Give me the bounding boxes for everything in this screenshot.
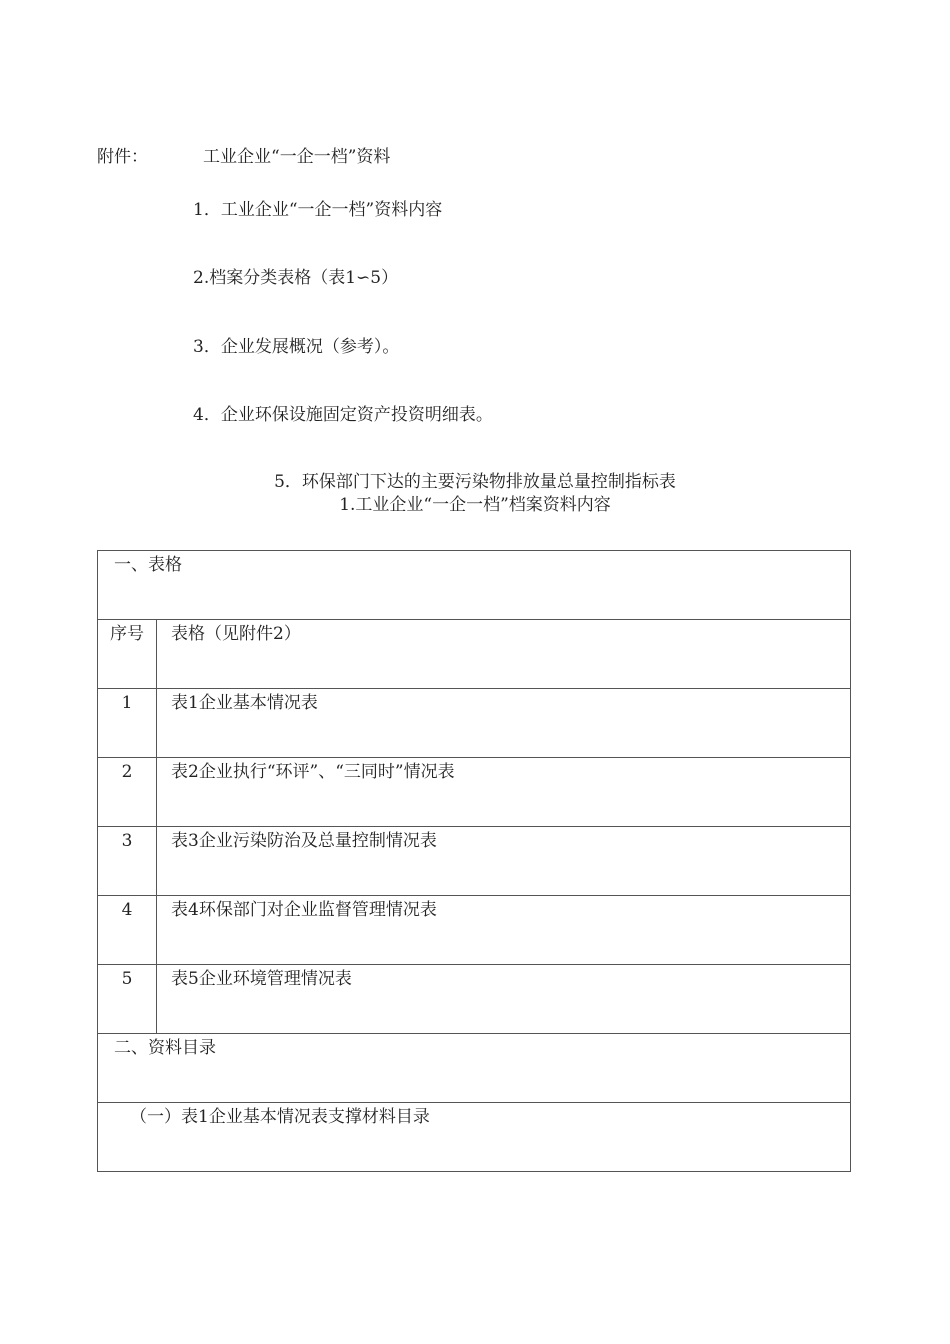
- row-name: 表3企业污染防治及总量控制情况表: [171, 831, 437, 851]
- row-name: 表2企业执行“环评”、“三同时”情况表: [171, 762, 455, 782]
- row-num-cell: [98, 689, 157, 758]
- row-num: 4: [121, 900, 133, 920]
- row-name-cell: [157, 758, 851, 827]
- table-row: [98, 896, 851, 965]
- attachment-item-2: 2.档案分类表格（表1∽5）: [193, 268, 399, 288]
- row-num: 5: [121, 969, 133, 989]
- subsection-heading-cell: [98, 1103, 851, 1172]
- row-num-cell: [98, 758, 157, 827]
- attachment-item-1: 1．工业企业“一企一档”资料内容: [193, 200, 443, 220]
- section-heading-cell: [98, 1034, 851, 1103]
- section-title: 1.工业企业“一企一档”档案资料内容: [339, 495, 611, 515]
- column-header-num: 序号: [110, 624, 144, 644]
- row-name: 表1企业基本情况表: [171, 693, 318, 713]
- row-name-cell: [157, 896, 851, 965]
- section-heading-cell: [98, 551, 851, 620]
- table-row: [98, 689, 851, 758]
- row-name-cell: [157, 827, 851, 896]
- attachment-item-3: 3．企业发展概况（参考）。: [193, 337, 400, 357]
- row-num: 2: [121, 762, 133, 782]
- row-num-cell: [98, 827, 157, 896]
- row-num: 3: [121, 831, 133, 851]
- document-title: 工业企业“一企一档”资料: [203, 147, 391, 167]
- row-name: 表5企业环境管理情况表: [171, 969, 352, 989]
- header-cell-name: [157, 620, 851, 689]
- header-cell-num: [98, 620, 157, 689]
- row-name: 表4环保部门对企业监督管理情况表: [171, 900, 437, 920]
- row-num: 1: [121, 693, 133, 713]
- subsection-heading: （一）表1企业基本情况表支撑材料目录: [130, 1107, 430, 1127]
- section-heading: 一、表格: [114, 555, 182, 575]
- table-row: [98, 965, 851, 1034]
- attachment-label: 附件：: [97, 147, 148, 167]
- archive-content-table: [97, 550, 851, 1172]
- row-num-cell: [98, 965, 157, 1034]
- column-header-name: 表格（见附件2）: [171, 624, 301, 644]
- table-row: [98, 551, 851, 620]
- attachment-item-4: 4．企业环保设施固定资产投资明细表。: [193, 405, 493, 425]
- table-row: [98, 1103, 851, 1172]
- table-row: [98, 758, 851, 827]
- table-row: [98, 1034, 851, 1103]
- attachment-item-5: 5．环保部门下达的主要污染物排放量总量控制指标表: [274, 472, 676, 492]
- row-num-cell: [98, 896, 157, 965]
- row-name-cell: [157, 965, 851, 1034]
- row-name-cell: [157, 689, 851, 758]
- section-heading: 二、资料目录: [114, 1038, 216, 1058]
- table-row: [98, 827, 851, 896]
- table-header-row: [98, 620, 851, 689]
